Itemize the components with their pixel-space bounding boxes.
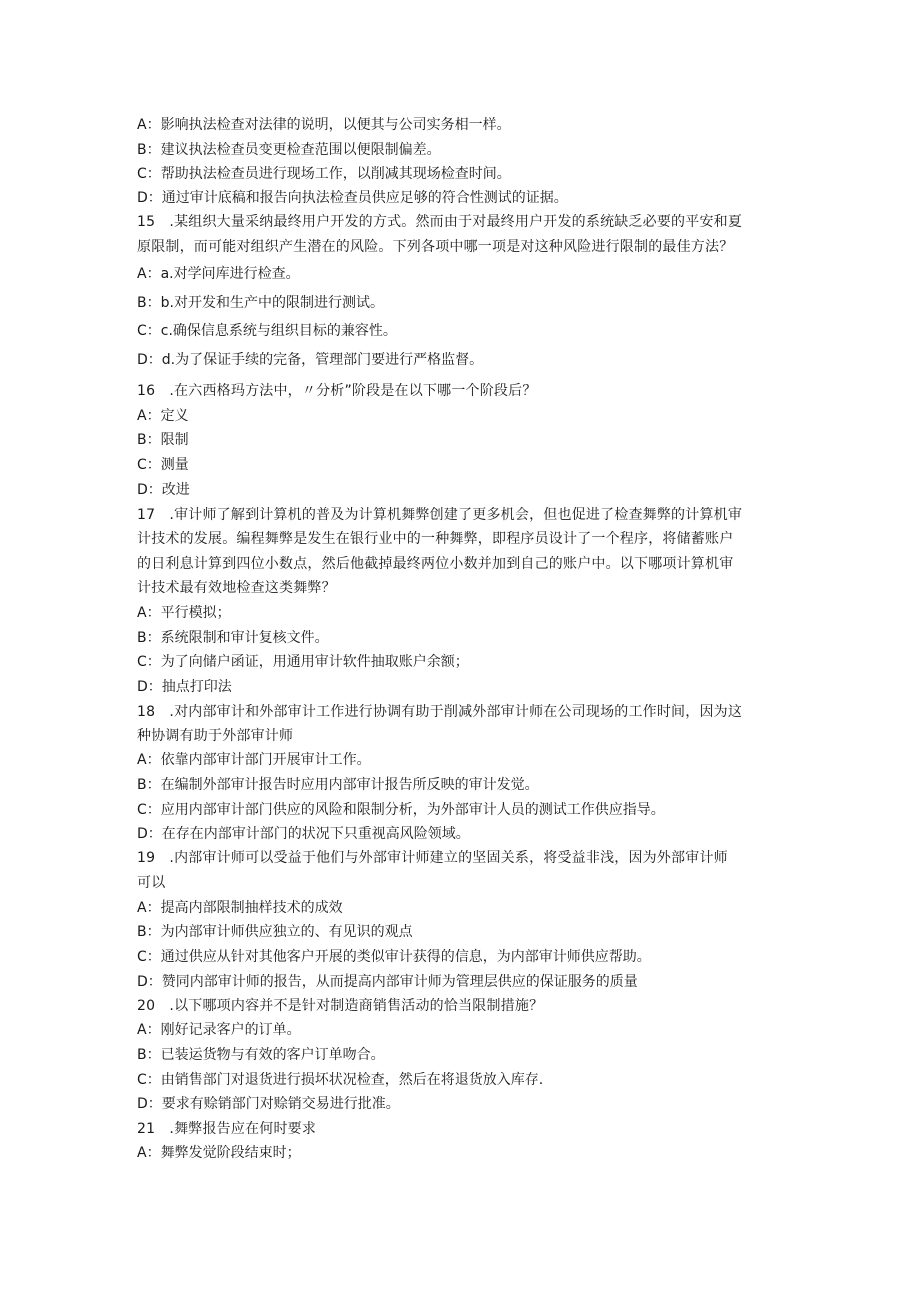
option-line: A：提高内部限制抽样技术的成效	[137, 900, 343, 916]
option-line: C：通过供应从针对其他客户开展的类似审计获得的信息，为内部审计师供应帮助。	[137, 949, 651, 965]
option-line: C：应用内部审计部门供应的风险和限制分析，为外部审计人员的测试工作供应指导。	[137, 802, 665, 818]
question-15-line: 原限制，而可能对组织产生潜在的风险。下列各项中哪一项是对这种风险进行限制的最佳方法？	[137, 239, 734, 255]
question-18-line: 种协调有助于外部审计师	[137, 728, 294, 744]
option-line: C：帮助执法检查员进行现场工作，以削减其现场检查时间。	[137, 166, 511, 182]
option-line: D：在存在内部审计部门的状况下只重视高风险领域。	[137, 826, 470, 842]
option-line: B：为内部审计师供应独立的、有见识的观点	[137, 924, 413, 940]
option-line: C：c.确保信息系统与组织目标的兼容性。	[137, 323, 397, 339]
option-line: B：在编制外部审计报告时应用内部审计报告所反映的审计发觉。	[137, 777, 539, 793]
option-line: A：a.对学问库进行检查。	[137, 266, 300, 282]
option-line: B：限制	[137, 432, 189, 448]
question-17-line: 的日利息计算到四位小数点，然后他截掉最终两位小数并加到自己的账户中。以下哪项计算机审	[137, 556, 734, 572]
option-line: D：抽点打印法	[137, 679, 232, 695]
option-line: D：要求有赊销部门对赊销交易进行批准。	[137, 1096, 400, 1112]
question-19-line: 可以	[137, 875, 166, 891]
question-15-line: 15 .某组织大量采纳最终用户开发的方式。然而由于对最终用户开发的系统缺乏必要的平安和夏	[137, 214, 743, 230]
option-line: C：测量	[137, 457, 189, 473]
option-line: C：由销售部门对退货进行损坏状况检查，然后在将退货放入库存.	[137, 1072, 544, 1088]
option-line: A：定义	[137, 408, 189, 424]
option-line: B：系统限制和审计复核文件。	[137, 630, 329, 646]
option-line: A：舞弊发觉阶段结束时；	[137, 1145, 301, 1161]
option-line: D：赞同内部审计师的报告，从而提高内部审计师为管理层供应的保证服务的质量	[137, 974, 638, 990]
option-line: A：刚好记录客户的订单。	[137, 1022, 301, 1038]
option-line: D：改进	[137, 482, 190, 498]
question-19-line: 19 .内部审计师可以受益于他们与外部审计师建立的坚固关系，将受益非浅，因为外部审计师	[137, 850, 728, 866]
question-17-line: 计技术的发展。编程舞弊是发生在银行业中的一种舞弊，即程序员设计了一个程序，将储蓄账户	[137, 531, 734, 547]
option-line: A：平行模拟；	[137, 605, 231, 621]
option-line: B：已装运货物与有效的客户订单吻合。	[137, 1047, 385, 1063]
question-20-line: 20 .以下哪项内容并不是针对制造商销售活动的恰当限制措施？	[137, 998, 544, 1014]
question-17-line: 计技术最有效地检查这类舞弊？	[137, 580, 336, 596]
option-line: D：d.为了保证手续的完备，管理部门要进行严格监督。	[137, 352, 484, 368]
option-line: B：b.对开发和生产中的限制进行测试。	[137, 295, 384, 311]
option-line: A：影响执法检查对法律的说明，以便其与公司实务相一样。	[137, 117, 511, 133]
option-line: B：建议执法检查员变更检查范围以便限制偏差。	[137, 142, 441, 158]
question-16-line: 16 .在六西格玛方法中，〃分析”阶段是在以下哪一个阶段后？	[137, 383, 537, 399]
option-line: D：通过审计底稿和报告向执法检查员供应足够的符合性测试的证据。	[137, 190, 568, 206]
question-17-line: 17 .审计师了解到计算机的普及为计算机舞弊创建了更多机会，但也促进了检查舞弊的计算机审	[137, 507, 743, 523]
question-21-line: 21 .舞弊报告应在何时要求	[137, 1121, 317, 1137]
option-line: A：依靠内部审计部门开展审计工作。	[137, 752, 371, 768]
question-18-line: 18 .对内部审计和外部审计工作进行协调有助于削减外部审计师在公司现场的工作时间，因为这	[137, 704, 743, 720]
option-line: C：为了向储户函证，用通用审计软件抽取账户余额；	[137, 654, 469, 670]
